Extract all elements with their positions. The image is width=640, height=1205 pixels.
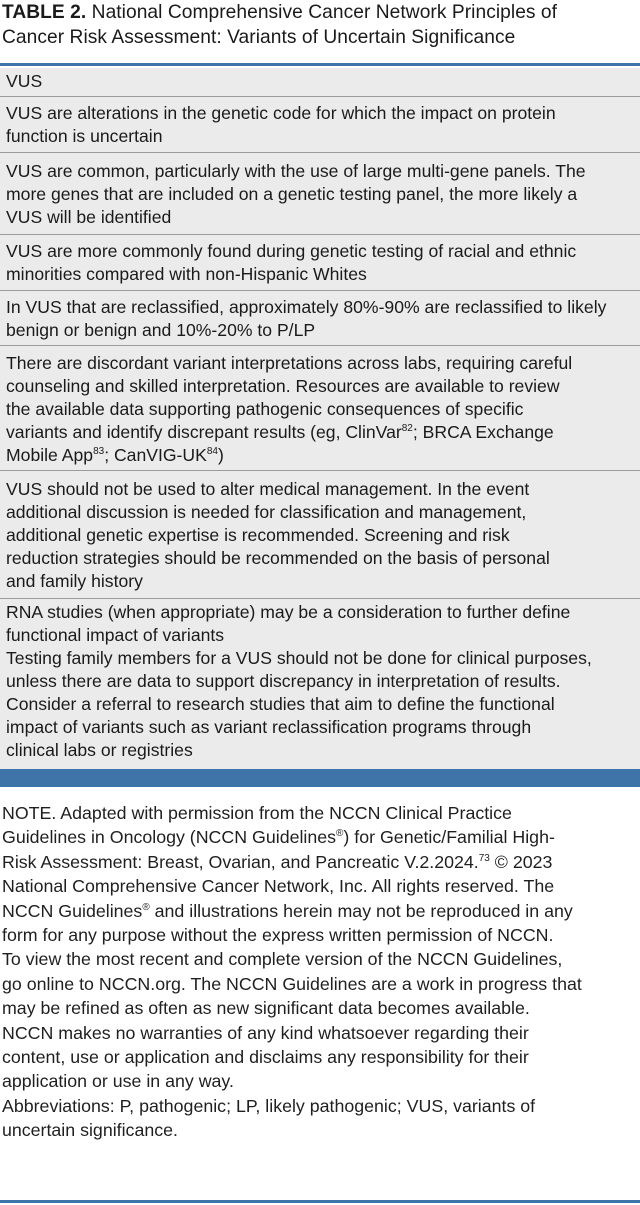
bottom-band (0, 769, 640, 787)
note-paragraph: NOTE. Adapted with permission from the NCCN Clinical Practice Guidelines in Oncology (NCCN Guidelines®) for Genetic/Familial High- Risk Assessment: Breast, Ovarian, and Pancreatic V.2.2024.73 © 2023 National Comprehensive Cancer Network, Inc. All rights reserved. The NCCN Guidelines® and illustrations herein may not be reproduced in any form for any purpose without the express written permission of NCCN. To view the most recent and complete version of the NCCN Guidelines, go online to NCCN.org. The NCCN Guidelines are a work in progress that may be refined as often as new significant data becomes available. NCCN makes no warranties of any kind whatsoever regarding their content, use or application and disclaims any responsibility for their application or use in any way. (2, 803, 582, 1092)
registered-mark: ® (336, 828, 344, 840)
reference-82: 82 (401, 423, 413, 435)
table-row: VUS are alterations in the genetic code for which the impact on protein function is uncertain (0, 97, 640, 152)
table-row: VUS are common, particularly with the use of large multi-gene panels. The more genes that are included on a genetic testing panel, the more likely a VUS will be identified (0, 153, 640, 234)
abbreviations: Abbreviations: P, pathogenic; LP, likely pathogenic; VUS, variants of uncertain significance. (2, 1095, 536, 1141)
table-header: VUS (0, 68, 640, 96)
footer-rule (0, 1200, 640, 1203)
table-row: In VUS that are reclassified, approximately 80%-90% are reclassified to likely benign or benign and 10%-20% to P/LP (0, 291, 640, 345)
reference-84: 84 (206, 446, 218, 458)
table-label: TABLE 2. (2, 2, 87, 23)
reference-73: 73 (478, 852, 490, 864)
table-row: There are discordant variant interpretations across labs, requiring careful counseling and skilled interpretation. Resources are available to review the available data supporting pathogenic consequences of specific variants and identify discrepant results (eg, ClinVar$^{82}$; BRCA Exchange Mobile App$^{83}$; CanVIG-UK$^{84}$) (0, 346, 640, 470)
top-rule (0, 63, 640, 66)
table-row: RNA studies (when appropriate) may be a consideration to further define functional impact of variants Testing family members for a VUS should not be done for clinical purposes, unless there are data to support discrepancy in interpretation of results. Consider a referral to research studies that aim to define the functional impact of variants such as variant reclassification programs through clinical labs or registries (0, 599, 640, 769)
table-row: VUS are more commonly found during genetic testing of racial and ethnic minorities compared with non-Hispanic Whites (0, 235, 640, 290)
title-line-1: TABLE 2. National Comprehensive Cancer Network Principles of (2, 2, 558, 23)
table-title (0, 0, 638, 50)
row-line-with-reference: Mobile App$^{83}$; CanVIG-UK$^{84}$) (6, 445, 224, 465)
title-line-2: Cancer Risk Assessment: Variants of Uncertain Significance (2, 27, 516, 48)
table-row: VUS should not be used to alter medical management. In the event additional discussion is needed for classification and management, additional genetic expertise is recommended. Screening and risk reduction strategies should be recommended on the basis of personal and family history (0, 471, 640, 598)
row-line-with-reference: variants and identify discrepant results (eg, ClinVar$^{82}$; BRCA Exchange (6, 422, 554, 442)
registered-mark: ® (142, 901, 150, 913)
table-note (0, 801, 640, 1143)
reference-83: 83 (93, 446, 105, 458)
